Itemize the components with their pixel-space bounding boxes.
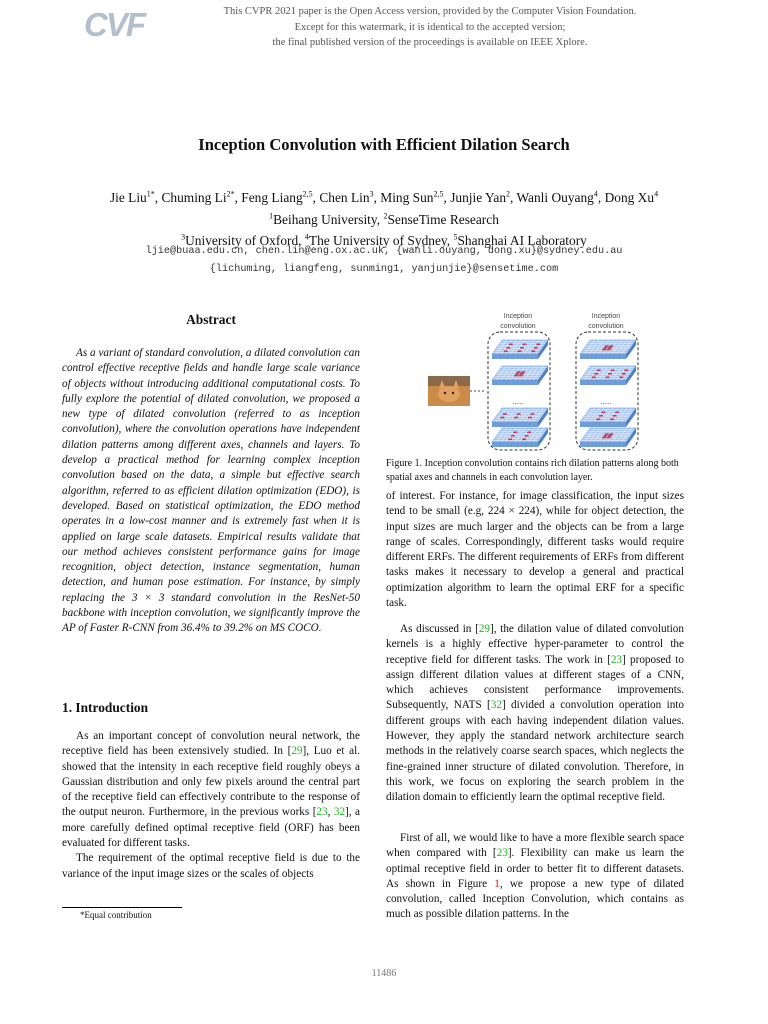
intro-paragraph: The requirement of the optimal receptive field is due to the variance of the input image sizes or the scales of objects	[62, 852, 360, 880]
open-access-watermark	[150, 4, 710, 51]
intro-paragraph: As an important concept of convolution neural network, the receptive field has been extensively studied. In [29], Luo et al. showed that the intensity in each receptive field roughly obeys a Gaussian distribution and only few pixels around the central part of the receptive field can effectively contribute to the response of the output neuron. Furthermore, in the previous works [23, 32], a more carefully defined optimal receptive field (ORF) has been evaluated for different tasks.	[62, 730, 360, 850]
feature-slab	[580, 366, 636, 385]
feature-slab	[580, 428, 636, 447]
abstract-heading: Abstract	[186, 312, 236, 327]
citation-link[interactable]: 32	[490, 699, 502, 712]
ellipsis-right: ......	[600, 398, 612, 406]
page-number: 11486	[371, 968, 397, 979]
introduction-body	[62, 729, 360, 882]
figure-1-diagram	[424, 308, 650, 458]
citation-link[interactable]: 23	[316, 806, 328, 819]
citation-link[interactable]: 23	[610, 653, 622, 666]
citation-link[interactable]: 29	[291, 745, 303, 758]
watermark-line: Except for this watermark, it is identical to the accepted version;	[294, 21, 566, 33]
author-block	[0, 186, 768, 250]
feature-slab	[492, 408, 548, 427]
abstract-body	[62, 346, 360, 637]
figure-label-left: convolution	[500, 323, 536, 330]
citation-link[interactable]: 32	[333, 806, 346, 819]
author-names: Jie Liu$^{1*}$, Chuming $Li^{2*}$, Feng Liang$^{2,5}$, Chen Lin$^3$, Ming Sun$^{2,5}$, Junjie Yan$^2$, Wanli Ouyang$^4$, Dong Xu$^4$	[109, 190, 659, 206]
right-column-paragraph	[386, 489, 684, 611]
email-line: ljie@buaa.edu.cn, chen.lin@eng.ox.ac.uk, {wanli.ouyang, dong.xu}@sydney.edu.au	[145, 246, 623, 257]
feature-slab	[492, 428, 548, 447]
cvf-logo: CVF	[84, 6, 144, 43]
email-block	[0, 243, 768, 279]
right-column-paragraph	[386, 622, 684, 806]
abstract-text: As a variant of standard convolution, a dilated convolution can control effective receptive fields and handle large scale variance of objects without introducing additional computational costs. To fully explore the potential of dilated convolution, we proposed a new type of dilated convolution (referred to as inception convolution), where the convolution operations have independent dilation patterns among different axes, channels and layers. To develop a practical method for learning complex inception convolution based on the data, a simple but effective search algorithm, referred to as efficient dilation optimization (EDO), is developed. Based on statistical optimization, the EDO method operates in a low-cost manner and is extremely fast when it is applied on large scale datasets. Empirical results validate that our method achieves consistent performance gains for image recognition, object detection, instance segmentation, human detection, and human pose estimation. For instance, by simply replacing the 3 × 3 standard convolution in the ResNet-50 backbone with inception convolution, we significantly improve the AP of Faster R-CNN from 36.4% to 39.2% on MS COCO.	[62, 347, 360, 635]
figure-label-right: convolution	[588, 323, 624, 330]
footnote: *Equal contribution	[80, 910, 152, 920]
email-line: {lichuming, liangfeng, sunming1, yanjunjie}@sensetime.com	[209, 264, 559, 275]
feature-slab	[492, 340, 548, 359]
watermark-line: This CVPR 2021 paper is the Open Access version, provided by the Computer Vision Foundation.	[223, 6, 637, 17]
affiliations-1: $^1$Beihang University, $^2$SenseTime Research	[269, 211, 499, 227]
author-list	[0, 186, 768, 207]
affiliations-2: $^3$University of Oxford, $^4$The University of Sydney, $^5$Shanghai AI Laboratory	[181, 232, 587, 249]
figure-caption: Figure 1. Inception convolution contains rich dilation patterns along both spatial axes and channels in each convolution layer.	[386, 458, 679, 483]
citation-link[interactable]: 23	[496, 847, 508, 860]
watermark-line: the final published version of the proceedings is available on IEEE Xplore.	[272, 37, 588, 48]
citation-link[interactable]: 29	[478, 623, 491, 635]
right-column-paragraph	[386, 831, 684, 923]
footnote-rule	[62, 907, 182, 908]
figure-label-left: Inception	[503, 313, 533, 320]
cat-image	[428, 376, 470, 406]
section-heading-introduction: 1. Introduction	[62, 700, 149, 715]
affiliation-line	[0, 207, 768, 228]
figure-link[interactable]: 1	[494, 877, 500, 890]
paper-title: Inception Convolution with Efficient Dilation Search	[198, 135, 570, 154]
feature-slab	[580, 340, 636, 359]
body-paragraph: of interest. For instance, for image classification, the input sizes tend to be small (e.g, 224 × 224), while for object detection, the input sizes are much larger and the objects can be from a large range of scales. Correspondingly, different tasks would require different ERFs. The different requirements of ERFs from different tasks makes it necessary to develop a general and practical optimization algorithm to learn the optimal ERF for a specific task.	[386, 490, 684, 610]
feature-slab	[580, 408, 636, 427]
feature-slab	[492, 366, 548, 385]
figure-label-right: Inception	[591, 313, 621, 320]
body-paragraph: As discussed in [29], the dilation value of dilated convolution kernels is a highly effective hyper-parameter to control the receptive field for different tasks. The work in [23] proposed to assign different dilation values at different stages of a CNN, which achieves consistent performance improvements. Subsequently, NATS [32] divided a convolution operation into different groups with each having independent dilation values. However, they apply the standard network architecture search methods in the relatively coarse search spaces, which neglects the fine-grained inner structure of dilated convolution. Therefore, in this work, we focus on exploring the search problem in the dilation domain to efficiently learn the optimal receptive field.	[386, 623, 684, 804]
ellipsis-left: ......	[512, 398, 524, 406]
body-paragraph: First of all, we would like to have a more flexible search space when compared with [23]. Flexibility can make us learn the optimal receptive field in order to better fit to different datasets. As shown in Figure 1, we propose a new type of dilated convolution, called Inception Convolution, which contains as much as possible dilation patterns. In the	[386, 832, 685, 921]
